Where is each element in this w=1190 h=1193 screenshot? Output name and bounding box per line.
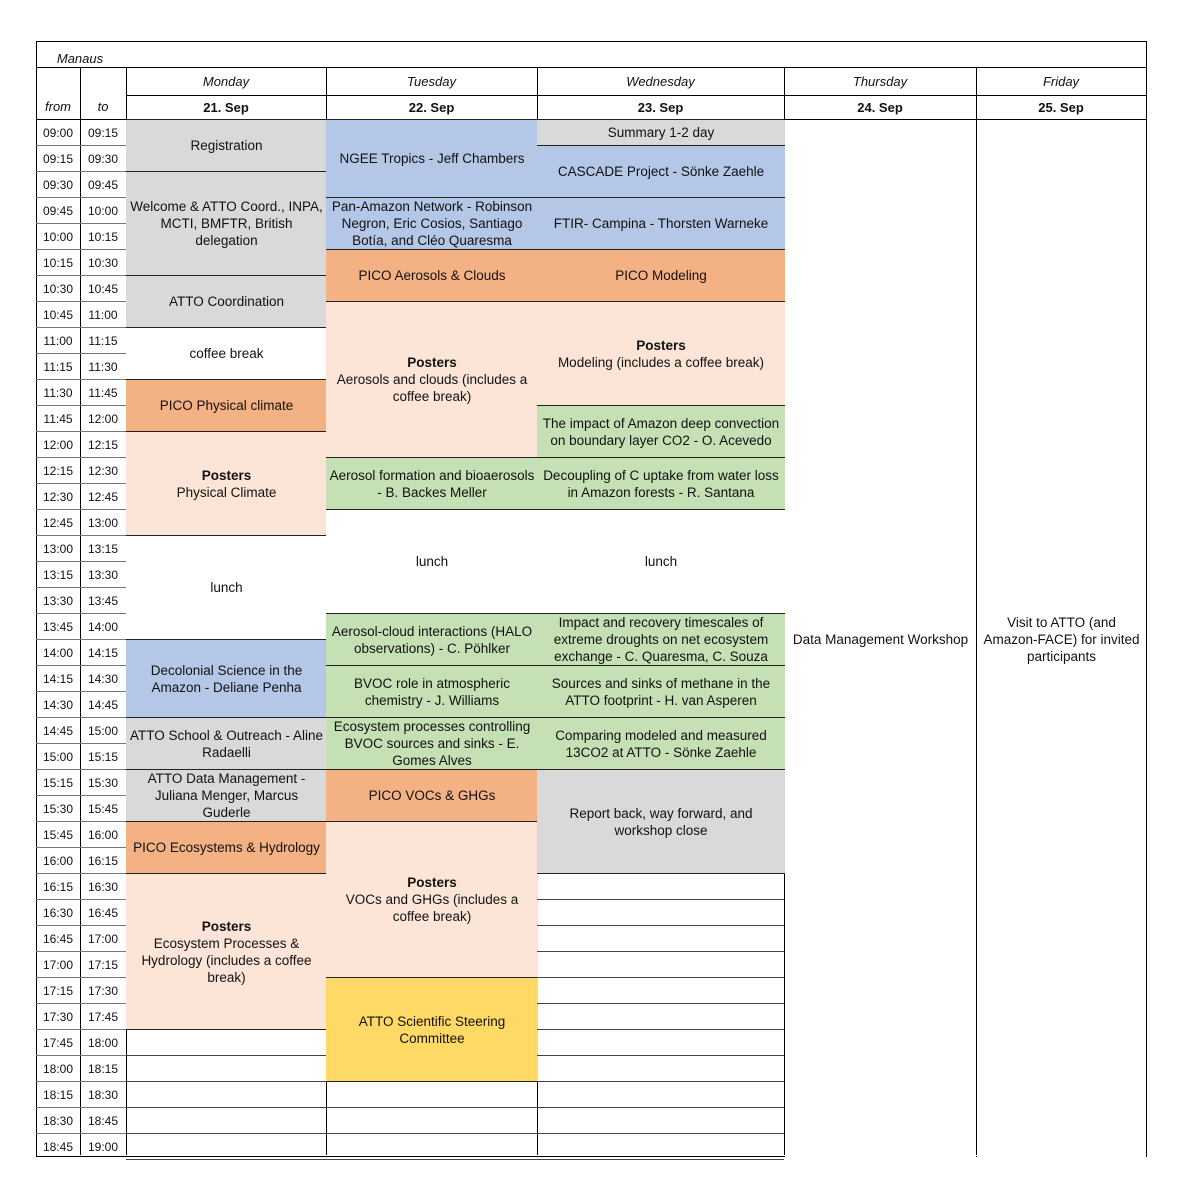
session-block	[537, 613, 785, 666]
session-block	[326, 717, 538, 770]
time-row-line	[36, 821, 126, 822]
time-from: 15:15	[42, 775, 74, 790]
time-from: 10:30	[42, 281, 74, 296]
time-to: 12:45	[87, 489, 119, 504]
time-to: 15:45	[87, 801, 119, 816]
time-to: 11:15	[88, 333, 118, 348]
day-date-thursday: 24. Sep	[857, 99, 903, 115]
time-from: 12:45	[42, 515, 74, 530]
session-text: Visit to ATTO (and Amazon-FACE) for invited participants	[983, 615, 1140, 664]
session-block	[326, 977, 538, 1082]
time-from: 11:45	[43, 411, 73, 426]
time-to: 17:15	[87, 957, 119, 972]
session-block	[326, 197, 538, 250]
time-to: 14:15	[87, 645, 119, 660]
time-to: 14:45	[87, 697, 119, 712]
time-row-line	[36, 1029, 126, 1030]
time-to: 09:45	[87, 177, 119, 192]
empty-row-line	[326, 1107, 537, 1108]
time-row-line	[36, 1133, 126, 1134]
session-text: NGEE Tropics - Jeff Chambers	[339, 151, 525, 166]
time-row-line	[36, 587, 126, 588]
time-row-line	[36, 1081, 126, 1082]
time-row-line	[36, 405, 126, 406]
session-block	[326, 249, 538, 302]
session-title: Posters	[407, 355, 457, 370]
time-row-line	[36, 951, 126, 952]
time-to: 13:00	[87, 515, 119, 530]
time-from: 18:00	[42, 1061, 74, 1076]
time-row-line	[36, 873, 126, 874]
time-from: 14:45	[42, 723, 74, 738]
time-from: 09:45	[42, 203, 74, 218]
time-to: 18:45	[87, 1113, 119, 1128]
session-text: PICO VOCs & GHGs	[368, 788, 496, 803]
empty-row-line	[537, 1133, 784, 1134]
time-from: 16:15	[42, 879, 74, 894]
session-block	[326, 821, 538, 978]
session-text: lunch	[415, 554, 449, 569]
session-block	[537, 145, 785, 198]
time-from: 14:00	[42, 645, 74, 660]
time-row-line	[36, 509, 126, 510]
time-row-line	[36, 197, 126, 198]
session-text: The impact of Amazon deep convection on boundary layer CO2 - O. Acevedo	[542, 415, 780, 448]
time-to: 16:15	[87, 853, 119, 868]
time-from: 12:15	[42, 463, 74, 478]
session-text: BVOC role in atmospheric chemistry - J. Williams	[353, 675, 511, 708]
day-name-thursday: Thursday	[852, 73, 908, 89]
session-block	[537, 405, 785, 458]
session-block	[326, 119, 538, 198]
session-block	[326, 509, 538, 614]
session-block	[537, 665, 785, 718]
session-block	[537, 509, 785, 614]
session-block	[326, 613, 538, 666]
from-header: from	[45, 98, 71, 114]
day-date-friday: 25. Sep	[1038, 99, 1084, 115]
day-date-wednesday: 23. Sep	[637, 99, 684, 115]
time-to: 12:00	[87, 411, 119, 426]
session-text: CASCADE Project - Sönke Zaehle	[557, 164, 765, 179]
empty-row-line	[326, 1159, 537, 1160]
session-text: Data Management Workshop	[792, 632, 969, 647]
time-from: 17:30	[42, 1009, 74, 1024]
session-text: Pan-Amazon Network - Robinson Negron, Eric Cosios, Santiago Botía, and Cléo Quaresma	[331, 199, 533, 248]
time-from: 09:15	[42, 151, 74, 166]
day-name-wednesday: Wednesday	[626, 73, 695, 89]
session-block	[126, 769, 327, 822]
day-name-monday: Monday	[202, 73, 250, 89]
time-row-line	[36, 847, 126, 848]
time-row-line	[36, 639, 126, 640]
session-block	[326, 457, 538, 510]
session-text: ATTO School & Outreach - Aline Radaelli	[129, 727, 324, 760]
time-from: 15:45	[42, 827, 74, 842]
time-to: 10:30	[87, 255, 119, 270]
time-to: 16:45	[87, 905, 119, 920]
session-text: Ecosystem Processes & Hydrology (includes a coffee break)	[141, 935, 312, 985]
time-to: 18:15	[87, 1061, 119, 1076]
time-row-line	[36, 717, 126, 718]
time-from: 18:15	[42, 1087, 74, 1102]
session-text: Summary 1-2 day	[607, 125, 715, 140]
session-block	[537, 769, 785, 874]
schedule-table	[36, 41, 1147, 1157]
session-block	[126, 327, 327, 380]
time-from: 18:30	[42, 1113, 74, 1128]
session-text: Ecosystem processes controlling BVOC sources and sinks - E. Gomes Alves	[333, 719, 531, 768]
session-block	[326, 665, 538, 718]
time-row-line	[36, 769, 126, 770]
time-to: 15:30	[87, 775, 119, 790]
time-row-line	[36, 431, 126, 432]
time-row-line	[36, 977, 126, 978]
time-to: 14:30	[87, 671, 119, 686]
time-row-line	[36, 795, 126, 796]
time-row-line	[36, 613, 126, 614]
time-to: 13:30	[87, 567, 119, 582]
time-from: 16:30	[42, 905, 74, 920]
time-row-line	[36, 379, 126, 380]
location-label: Manaus	[56, 50, 104, 66]
time-row-line	[36, 1003, 126, 1004]
session-text: Comparing modeled and measured 13CO2 at ATTO - Sönke Zaehle	[555, 727, 767, 760]
time-from: 10:45	[42, 307, 74, 322]
time-row-line	[36, 665, 126, 666]
time-from: 15:00	[42, 749, 74, 764]
time-to: 12:15	[87, 437, 119, 452]
session-block	[126, 119, 327, 172]
time-from: 10:15	[42, 255, 74, 270]
time-to: 15:15	[87, 749, 119, 764]
time-to: 11:45	[88, 385, 118, 400]
session-text: lunch	[210, 580, 243, 595]
time-from: 13:15	[42, 567, 74, 582]
time-from: 13:00	[42, 541, 74, 556]
session-text: VOCs and GHGs (includes a coffee break)	[345, 892, 519, 924]
session-block	[126, 275, 327, 328]
session-text: PICO Modeling	[615, 268, 707, 283]
time-row-line	[36, 353, 126, 354]
empty-row-line	[126, 1081, 326, 1082]
time-to: 11:00	[88, 307, 118, 322]
time-to: 18:30	[87, 1087, 119, 1102]
time-row-line	[36, 1107, 126, 1108]
session-text: Impact and recovery timescales of extreme droughts on net ecosystem exchange - C. Quaresma, C. Souza	[553, 615, 769, 664]
day-date-monday: 21. Sep	[203, 99, 249, 115]
time-row-line	[36, 223, 126, 224]
session-block	[537, 249, 785, 302]
empty-row-line	[126, 1055, 326, 1056]
time-from: 17:15	[42, 983, 74, 998]
session-block	[126, 379, 327, 432]
time-to: 15:00	[87, 723, 119, 738]
session-text: PICO Aerosols & Clouds	[358, 268, 506, 283]
session-block	[785, 120, 976, 1159]
time-from: 15:30	[42, 801, 74, 816]
empty-row-line	[537, 1081, 784, 1082]
empty-row-line	[537, 951, 784, 952]
time-row-line	[36, 1055, 126, 1056]
session-text: Report back, way forward, and workshop close	[569, 805, 753, 838]
session-block	[126, 639, 327, 718]
time-to: 11:30	[88, 359, 118, 374]
time-to: 10:15	[87, 229, 119, 244]
session-text: coffee break	[189, 346, 264, 361]
time-from: 09:30	[42, 177, 74, 192]
time-to: 17:45	[87, 1009, 119, 1024]
session-block	[537, 717, 785, 770]
time-to: 16:30	[87, 879, 119, 894]
time-to: 12:30	[87, 463, 119, 478]
time-row-line	[36, 301, 126, 302]
session-text: Physical Climate	[176, 484, 277, 500]
session-title: Posters	[201, 918, 252, 934]
time-row-line	[36, 483, 126, 484]
to-header: to	[97, 98, 109, 114]
time-row-line	[36, 899, 126, 900]
empty-row-line	[126, 1159, 326, 1160]
session-block	[126, 821, 327, 874]
time-from: 11:00	[43, 333, 73, 348]
time-to: 09:15	[87, 125, 119, 140]
time-to: 16:00	[87, 827, 119, 842]
day-name-friday: Friday	[1042, 73, 1080, 89]
session-title: Posters	[636, 337, 686, 353]
time-from: 11:15	[43, 359, 73, 374]
session-text: Modeling (includes a coffee break)	[557, 354, 765, 370]
empty-row-line	[537, 899, 784, 900]
session-text: ATTO Scientific Steering Committee	[358, 1013, 506, 1046]
time-from: 13:45	[42, 619, 74, 634]
time-to: 19:00	[87, 1139, 119, 1154]
time-from: 14:30	[42, 697, 74, 712]
empty-row-line	[537, 1029, 784, 1030]
time-from: 14:15	[42, 671, 74, 686]
session-text: Decoupling of C uptake from water loss in Amazon forests - R. Santana	[543, 467, 779, 500]
session-text: Aerosol-cloud interactions (HALO observations) - C. Pöhlker	[331, 623, 533, 656]
session-text: Aerosols and clouds (includes a coffee break)	[336, 372, 528, 404]
session-block	[126, 535, 327, 640]
session-block	[126, 717, 327, 770]
session-text: FTIR- Campina - Thorsten Warneke	[553, 216, 769, 231]
time-to: 09:30	[87, 151, 119, 166]
time-from: 09:00	[42, 125, 74, 140]
empty-row-line	[537, 977, 784, 978]
session-text: PICO Physical climate	[159, 398, 294, 413]
empty-row-line	[537, 925, 784, 926]
time-row-line	[36, 691, 126, 692]
time-to: 17:00	[87, 931, 119, 946]
session-text: Sources and sinks of methane in the ATTO footprint - H. van Asperen	[551, 675, 771, 708]
empty-row-line	[537, 1055, 784, 1056]
session-block	[126, 873, 327, 1030]
session-title: Posters	[201, 467, 252, 483]
time-row-line	[36, 925, 126, 926]
day-name-tuesday: Tuesday	[407, 73, 456, 89]
time-row-line	[36, 457, 126, 458]
empty-row-line	[537, 1107, 784, 1108]
session-text: Aerosol formation and bioaerosols - B. Backes Meller	[329, 467, 535, 500]
time-to: 10:45	[87, 281, 119, 296]
time-to: 13:45	[87, 593, 119, 608]
session-text: Welcome & ATTO Coord., INPA, MCTI, BMFTR, British delegation	[130, 199, 323, 248]
time-row-line	[36, 275, 126, 276]
time-from: 12:00	[42, 437, 74, 452]
time-to: 18:00	[87, 1035, 119, 1050]
time-to: 10:00	[87, 203, 119, 218]
time-from: 11:30	[43, 385, 73, 400]
time-row-line	[36, 535, 126, 536]
day-date-tuesday: 22. Sep	[408, 99, 455, 115]
time-from: 17:45	[42, 1035, 74, 1050]
time-from: 17:00	[42, 957, 74, 972]
session-text: Registration	[190, 138, 263, 153]
session-block	[977, 120, 1146, 1159]
session-block	[537, 197, 785, 250]
time-from: 16:00	[42, 853, 74, 868]
time-row-line	[36, 145, 126, 146]
session-block	[326, 301, 538, 458]
time-from: 13:30	[42, 593, 74, 608]
time-from: 10:00	[42, 229, 74, 244]
time-from: 12:30	[42, 489, 74, 504]
session-text: ATTO Coordination	[168, 294, 285, 309]
empty-row-line	[537, 1003, 784, 1004]
time-from: 18:45	[42, 1139, 74, 1154]
session-title: Posters	[407, 875, 457, 890]
session-text: PICO Ecosystems & Hydrology	[133, 840, 320, 855]
session-block	[126, 431, 327, 536]
session-block	[537, 119, 785, 146]
time-row-line	[36, 327, 126, 328]
session-text: Decolonial Science in the Amazon - Deliane Penha	[150, 662, 303, 695]
time-row-line	[36, 743, 126, 744]
time-row-line	[36, 561, 126, 562]
empty-row-line	[537, 1159, 784, 1160]
session-block	[537, 457, 785, 510]
empty-row-line	[126, 1133, 326, 1134]
time-row-line	[36, 171, 126, 172]
time-to: 14:00	[87, 619, 119, 634]
session-text: lunch	[644, 554, 678, 569]
time-row-line	[36, 249, 126, 250]
session-text: ATTO Data Management - Juliana Menger, Marcus Guderle	[147, 771, 306, 820]
empty-row-line	[126, 1107, 326, 1108]
time-to: 13:15	[87, 541, 119, 556]
session-block	[537, 301, 785, 406]
session-block	[326, 769, 538, 822]
time-to: 17:30	[87, 983, 119, 998]
empty-row-line	[326, 1133, 537, 1134]
session-block	[126, 171, 327, 276]
time-from: 16:45	[42, 931, 74, 946]
